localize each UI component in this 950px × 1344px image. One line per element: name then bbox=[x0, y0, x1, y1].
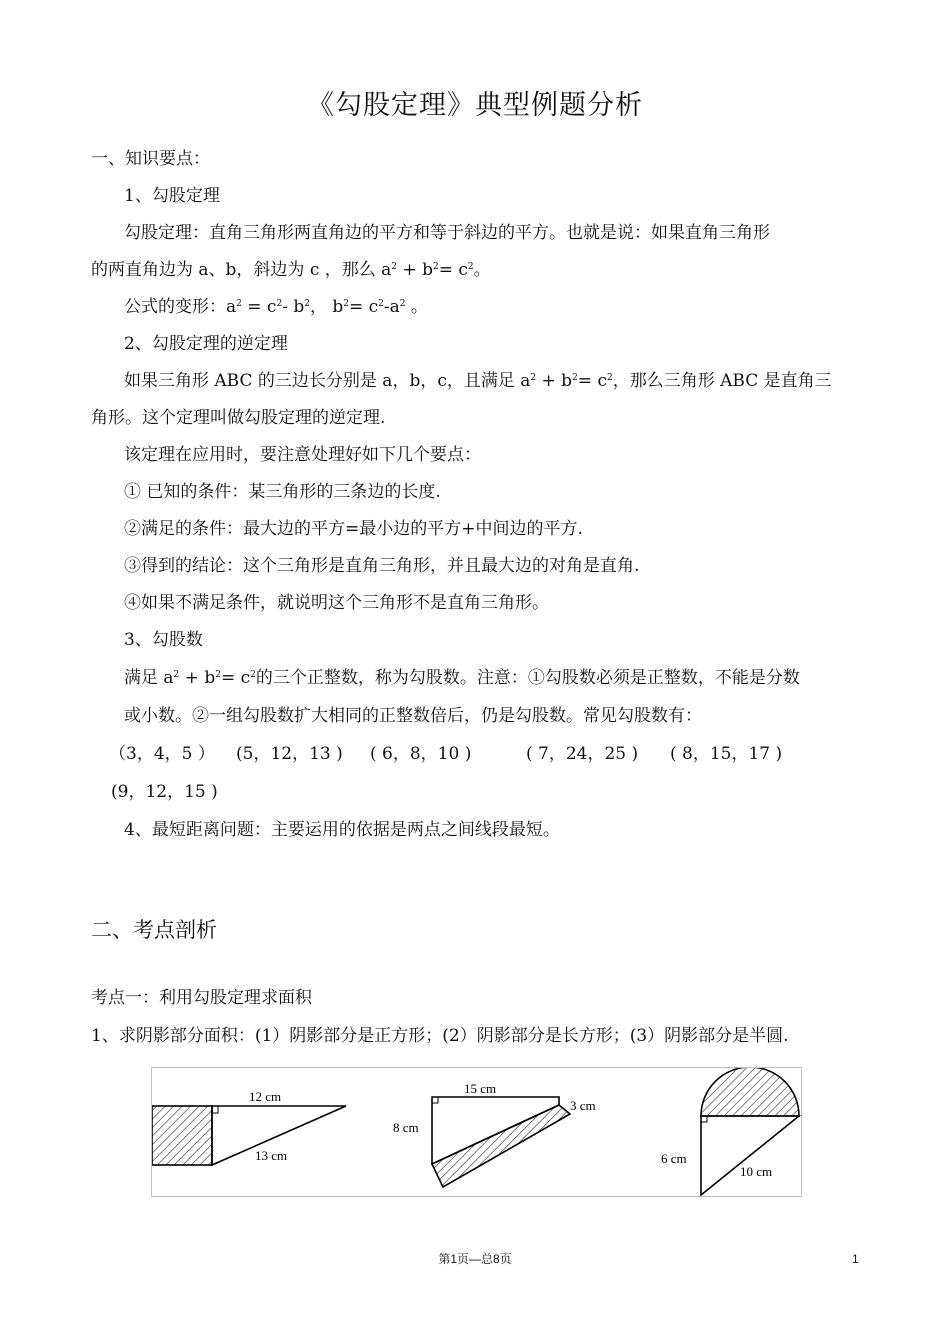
list-item: ③得到的结论：这个三角形是直角三角形，并且最大边的对角是直角. bbox=[124, 556, 640, 576]
right-angle-mark bbox=[432, 1097, 438, 1103]
paragraph-text: ，那么三角形 ABC 是直角三 bbox=[612, 371, 832, 391]
paragraph-line: 4、最短距离问题：主要运用的依据是两点之间线段最短。 bbox=[124, 820, 560, 840]
triple-item: ( 7，24，25 ) bbox=[526, 744, 639, 764]
formula: $a^2 + b^2= c^2$ bbox=[163, 668, 256, 688]
page-title: 《勾股定理》典型例题分析 bbox=[307, 90, 643, 121]
formula: $a^2 + b^2= c^2$ bbox=[520, 371, 613, 391]
paragraph-text: 满足 bbox=[124, 668, 164, 688]
fig1-top-label: 12 cm bbox=[249, 1089, 282, 1104]
list-item: ① 已知的条件：某三角形的三条边的长度. bbox=[124, 482, 441, 502]
right-angle-mark bbox=[701, 1116, 707, 1122]
subheading-triples: 3、勾股数 bbox=[124, 630, 203, 650]
paragraph-line: 勾股定理：直角三角形两直角边的平方和等于斜边的平方。也就是说：如果直角三角形 bbox=[124, 223, 770, 243]
triple-item: ( 8，15，17 ) bbox=[670, 744, 783, 764]
paragraph-text: 如果三角形 ABC 的三边长分别是 a，b，c，且满足 bbox=[124, 371, 521, 391]
section2-heading: 二、考点剖析 bbox=[91, 918, 217, 942]
shaded-rectangle bbox=[432, 1105, 570, 1187]
fig1-hypotenuse-label: 13 cm bbox=[255, 1148, 288, 1163]
fig2-right-label: 3 cm bbox=[570, 1098, 596, 1113]
triple-item: (9，12，15 ) bbox=[111, 782, 218, 802]
question-line: 1、求阴影部分面积：(1）阴影部分是正方形；(2）阴影部分是长方形；(3）阴影部分是半圆. bbox=[91, 1026, 789, 1046]
fig3-left-label: 6 cm bbox=[661, 1151, 687, 1166]
footer-page-number: 1 bbox=[852, 1252, 859, 1266]
subheading-converse: 2、勾股定理的逆定理 bbox=[124, 334, 288, 354]
right-angle-mark bbox=[212, 1106, 218, 1113]
rectangle-shaded-figure bbox=[432, 1097, 570, 1187]
triple-item: （3，4，5 ） bbox=[109, 744, 215, 764]
paragraph-line: 该定理在应用时，要注意处理好如下几个要点： bbox=[124, 445, 481, 465]
fig3-hypotenuse-label: 10 cm bbox=[740, 1164, 773, 1179]
square-shaded-figure bbox=[152, 1106, 346, 1165]
paragraph-line bbox=[124, 370, 832, 392]
shaded-square bbox=[152, 1106, 212, 1165]
list-item: ④如果不满足条件，就说明这个三角形不是直角三角形。 bbox=[124, 593, 549, 613]
paragraph-line bbox=[91, 259, 491, 281]
right-triangle bbox=[701, 1116, 799, 1195]
shaded-area-figure bbox=[151, 1067, 802, 1197]
formula: $a^2 = c^2-$ $b^2$， $b^2= c^2-a^2$ 。 bbox=[226, 297, 428, 317]
list-item: ②满足的条件：最大边的平方=最小边的平方+中间边的平方. bbox=[124, 519, 583, 539]
paragraph-text: 的两直角边为 a、b，斜边为 c ，那么 bbox=[91, 260, 382, 280]
formula: $a^2 + b^2= c^2$。 bbox=[381, 260, 491, 280]
triple-item: (5，12，13 ) bbox=[236, 744, 343, 764]
exam-point-heading: 考点一：利用勾股定理求面积 bbox=[91, 988, 312, 1008]
fig2-top-label: 15 cm bbox=[464, 1081, 497, 1096]
paragraph-line: 或小数。②一组勾股数扩大相同的正整数倍后，仍是勾股数。常见勾股数有： bbox=[124, 706, 702, 726]
formula-variant-line bbox=[124, 296, 428, 318]
fig2-left-label: 8 cm bbox=[393, 1120, 419, 1135]
paragraph-line: 角形。这个定理叫做勾股定理的逆定理. bbox=[91, 408, 386, 428]
paragraph-line bbox=[124, 667, 800, 689]
shaded-semicircle bbox=[701, 1068, 799, 1116]
section1-heading: 一、知识要点： bbox=[91, 149, 210, 169]
footer-page-info: 第1页—总8页 bbox=[438, 1252, 512, 1266]
subheading-pythagorean: 1、勾股定理 bbox=[124, 186, 220, 206]
paragraph-text: 的三个正整数，称为勾股数。注意：①勾股数必须是正整数，不能是分数 bbox=[255, 668, 800, 688]
formula-variant-label: 公式的变形： bbox=[124, 297, 226, 317]
triple-item: ( 6，8，10 ) bbox=[370, 744, 472, 764]
